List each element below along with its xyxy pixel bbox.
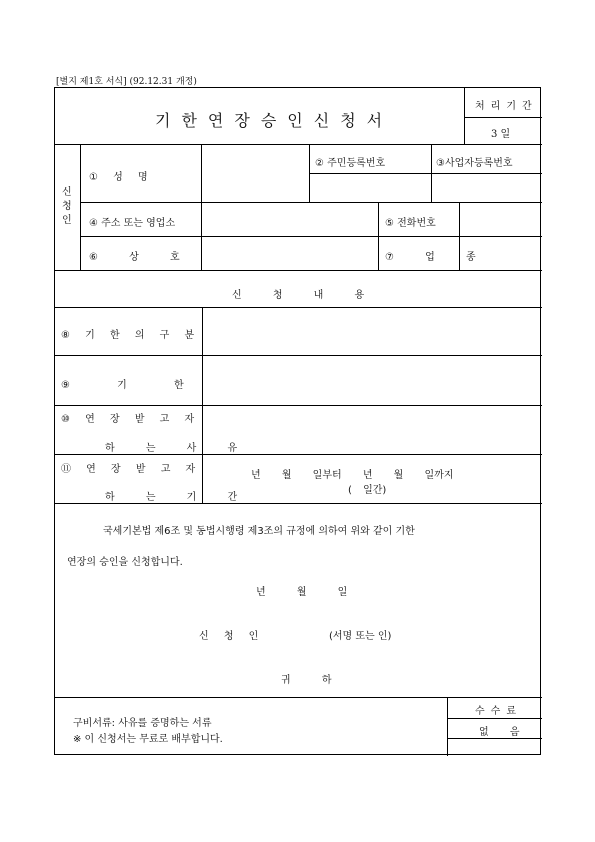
business-number-field[interactable]	[432, 174, 541, 201]
name-field[interactable]	[202, 145, 308, 201]
business-type-label: ⑦ 업 종	[385, 252, 490, 263]
business-number-label: ③사업자등록번호	[436, 158, 513, 169]
signature-label: (서명 또는 인)	[329, 631, 392, 642]
processing-period-label: 처리기간	[475, 101, 538, 112]
applicant-label: 신 청 인	[199, 631, 265, 642]
deadline-field[interactable]	[203, 356, 541, 404]
required-documents: 구비서류: 사유를 증명하는 서류	[73, 718, 212, 729]
company-name-field[interactable]	[202, 237, 377, 269]
deadline-label: ⑨ 기 한	[61, 380, 206, 391]
extension-period-dates: 년 월 일부터 년 월 일까지	[251, 470, 454, 481]
extension-reason-label-2: 하 는 사 유	[105, 443, 252, 454]
name-label: ① 성 명	[89, 172, 154, 183]
business-type-field[interactable]	[460, 237, 541, 269]
extension-period-days: ( 일간)	[348, 485, 387, 496]
form-title: 기한연장승인신청서	[155, 111, 394, 130]
extension-reason-field[interactable]	[203, 406, 541, 453]
application-date: 년 월 일	[256, 587, 348, 598]
extension-period-label-1: ⑪ 연 장 받 고 자	[61, 464, 202, 475]
extension-period-label-2: 하 는 기 간	[105, 492, 252, 503]
processing-period-value: 3 일	[491, 129, 511, 140]
extension-reason-label-1: ⑩ 연 장 받 고 자	[61, 414, 201, 425]
form-number-note: [별지 제1호 서식] (92.12.31 개정)	[56, 77, 197, 87]
deadline-type-label: ⑧ 기 한 의 구 분	[61, 330, 201, 341]
fee-label: 수수료	[475, 706, 522, 717]
phone-field[interactable]	[460, 203, 541, 235]
address-label: ④ 주소 또는 영업소	[89, 218, 176, 229]
content-header: 신 청 내 용	[232, 290, 379, 301]
fee-value: 없 음	[479, 727, 529, 738]
company-name-label: ⑥ 상 호	[89, 252, 194, 263]
recipient-label: 귀 하	[281, 675, 346, 686]
application-form	[54, 87, 541, 755]
statement-line-1: 국세기본법 제6조 및 동법시행령 제3조의 규정에 의하여 위와 같이 기한	[103, 526, 415, 537]
applicant-group-label: 신 청 인	[62, 187, 72, 226]
phone-label: ⑤ 전화번호	[385, 218, 436, 229]
statement-line-2: 연장의 승인을 신청합니다.	[67, 557, 183, 568]
deadline-type-field[interactable]	[203, 308, 541, 354]
resident-number-label: ② 주민등록번호	[315, 158, 386, 169]
resident-number-field[interactable]	[310, 174, 430, 201]
address-field[interactable]	[202, 203, 377, 235]
free-distribution-note: ※ 이 신청서는 무료로 배부합니다.	[73, 734, 223, 745]
